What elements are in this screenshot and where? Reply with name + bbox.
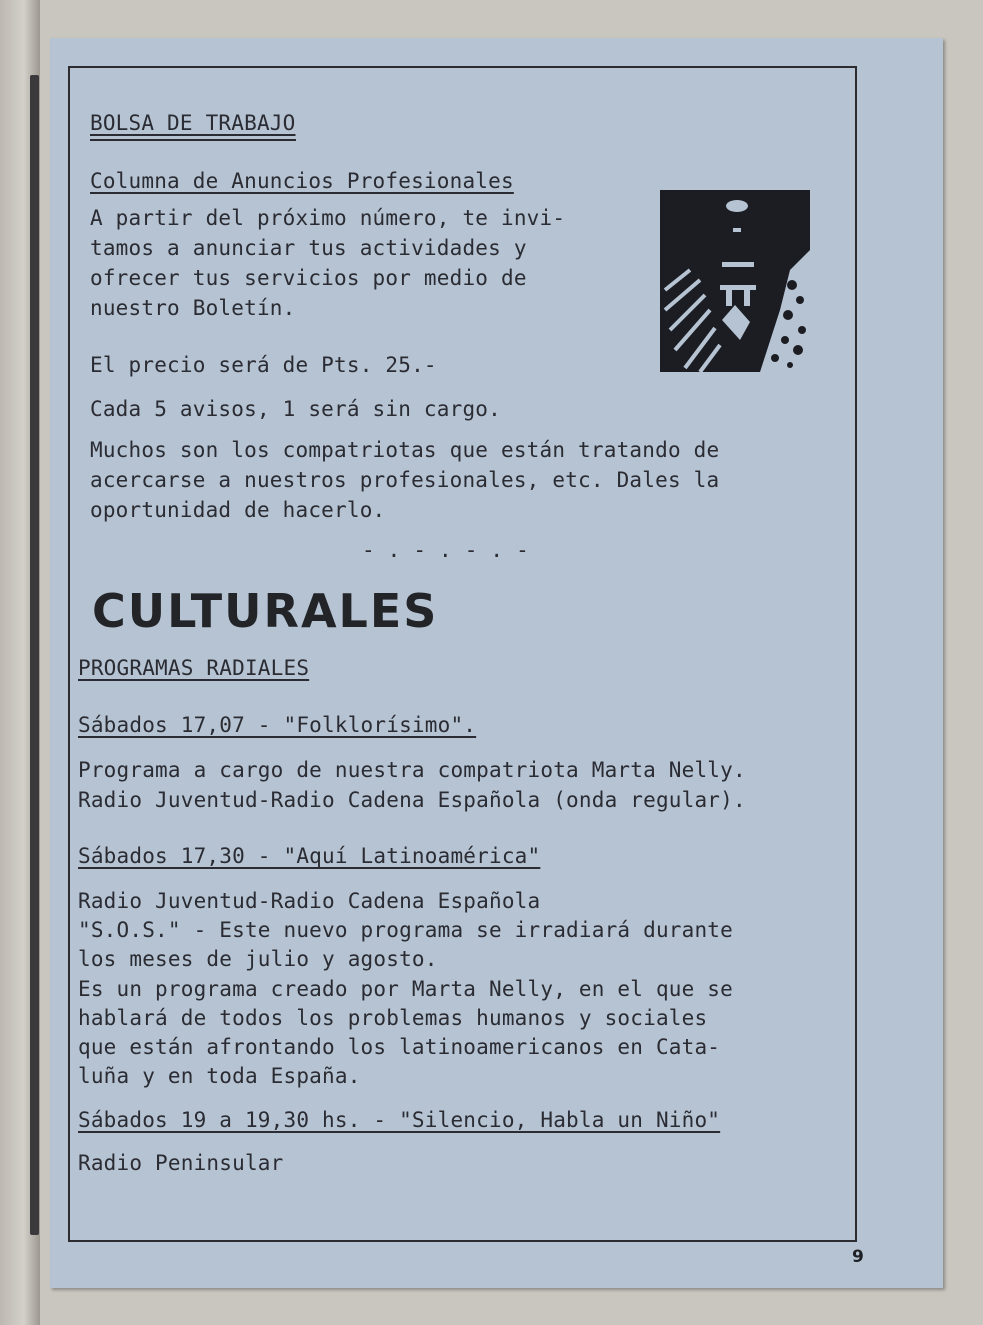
bolsa-closing-2: acercarse a nuestros profesionales, etc. Dales la xyxy=(90,468,720,492)
bolsa-line-1: A partir del próximo número, te invi- xyxy=(90,206,566,230)
program-3-title: Sábados 19 a 19,30 hs. - "Silencio, Habla un Niño" xyxy=(78,1108,721,1132)
bolsa-offer: Cada 5 avisos, 1 será sin cargo. xyxy=(90,397,501,421)
program-2-line-4: Es un programa creado por Marta Nelly, en el que se xyxy=(78,977,733,1001)
section-separator: - . - . - . - xyxy=(362,538,529,562)
program-2-line-6: que están afrontando los latinoamericanos en Cata- xyxy=(78,1035,721,1059)
woodcut-illustration xyxy=(660,190,810,372)
binding-strip xyxy=(30,75,39,1235)
program-2-line-2: "S.O.S." - Este nuevo programa se irradiará durante xyxy=(78,918,733,942)
bolsa-closing-3: oportunidad de hacerlo. xyxy=(90,498,386,522)
programs-section-title: PROGRAMAS RADIALES xyxy=(78,656,310,680)
bolsa-line-3: ofrecer tus servicios por medio de xyxy=(90,266,527,290)
bolsa-line-4: nuestro Boletín. xyxy=(90,296,296,320)
bolsa-title: BOLSA DE TRABAJO xyxy=(90,108,296,141)
bulletin-page xyxy=(50,38,943,1288)
program-2-line-5: hablará de todos los problemas humanos y sociales xyxy=(78,1006,708,1030)
bolsa-price: El precio será de Pts. 25.- xyxy=(90,353,437,377)
bolsa-line-2: tamos a anunciar tus actividades y xyxy=(90,236,527,260)
program-2-line-3: los meses de julio y agosto. xyxy=(78,947,438,971)
program-2-title: Sábados 17,30 - "Aquí Latinoamérica" xyxy=(78,844,541,868)
bolsa-subtitle: Columna de Anuncios Profesionales xyxy=(90,169,514,193)
program-2-line-7: luña y en toda España. xyxy=(78,1064,361,1088)
culturales-heading: CULTURALES xyxy=(92,584,439,638)
bolsa-closing-1: Muchos son los compatriotas que están tratando de xyxy=(90,438,720,462)
program-3-line-1: Radio Peninsular xyxy=(78,1151,284,1175)
program-1-line-1: Programa a cargo de nuestra compatriota Marta Nelly. xyxy=(78,758,746,782)
program-1-line-2: Radio Juventud-Radio Cadena Española (onda regular). xyxy=(78,788,746,812)
program-2-line-1: Radio Juventud-Radio Cadena Española xyxy=(78,889,541,913)
program-1-title: Sábados 17,07 - "Folklorísimo". xyxy=(78,713,477,737)
page-number: 9 xyxy=(852,1247,864,1267)
